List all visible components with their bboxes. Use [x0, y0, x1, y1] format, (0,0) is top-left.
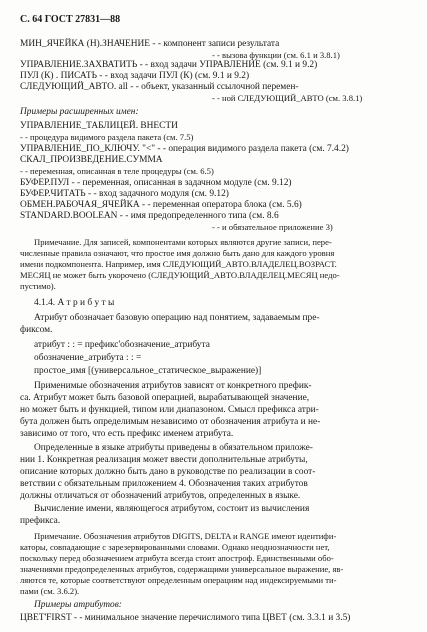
- text-line: ОБМЕН.РАБОЧАЯ_ЯЧЕЙКА - - переменная оператора блока (см. 5.6): [20, 200, 302, 210]
- text-line: атрибут : : = префикс'обозначение_атрибута: [34, 340, 210, 350]
- text-line: БУФЕР.ЧИТАТЬ - - вход задачного модуля (см. 9.12): [20, 189, 229, 199]
- text-line: префикса.: [20, 516, 61, 526]
- text-line: Примеры расширенных имен:: [20, 107, 139, 117]
- text-line: МЕСЯЦ не может быть укорочено (СЛЕДУЮЩИЙ_АВТО.ВЛАДЕЛЕЦ.МЕСЯЦ недо-: [20, 270, 340, 280]
- text-line: должны отличаться от обозначений атрибутов, определенных в языке.: [20, 491, 301, 501]
- text-line: УПРАВЛЕНИЕ.ЗАХВАТИТЬ - - вход задачи УПРАВЛЕНИЕ (см. 9.1 и 9.2): [20, 60, 318, 70]
- text-line: - - переменная, описанная в теле процедуры (см. 6.5): [20, 166, 214, 176]
- text-line: Примечание. Обозначения атрибутов DIGITS, DELTA и RANGE имеют идентифи-: [34, 531, 337, 541]
- text-line: описание которых должно быть дано в руководстве по реализации в соот-: [20, 467, 316, 477]
- text-line: Примеры атрибутов:: [34, 600, 122, 610]
- text-line: STANDARD.BOOLEAN - - имя предопределенного типа (см. 8.6: [20, 211, 279, 221]
- text-line: ветствии с обязательным приложением 4. Обозначения таких атрибутов: [20, 479, 308, 489]
- text-line: СКАЛ_ПРОИЗВЕДЕНИЕ.СУММА: [20, 155, 163, 165]
- text-line: Атрибут обозначает базовую операцию над понятием, задаваемым пре-: [34, 313, 320, 323]
- text-line: численные правила означают, что простое имя должно быть дано для каждого уровня: [20, 248, 335, 258]
- text-line: поскольку перед обозначением атрибута всегда стоит апостроф. Единственными обо-: [20, 553, 334, 563]
- text-line: бута должен быть определимым независимо от обозначения атрибута и не-: [20, 417, 321, 427]
- text-line: обозначение_атрибута : : =: [34, 353, 142, 363]
- text-line: - - процедура видимого раздела пакета (см. 7.5): [20, 132, 194, 142]
- text-line: ЦВЕТ'FIRST - - минимальное значение перечислимого типа ЦВЕТ (см. 3.3.1 и 3.5): [20, 613, 351, 623]
- text-line: УПРАВЛЕНИЕ_ПО_КЛЮЧУ. "<" - - операция видимого раздела пакета (см. 7.4.2): [20, 144, 349, 154]
- text-line: простое_имя [(универсальное_статическое_выражение)]: [34, 366, 262, 376]
- text-line: каторы, совпадающие с зарезервированными словами. Однако неоднозначности нет,: [20, 542, 330, 552]
- text-line: СЛЕДУЮЩИЙ_АВТО. all - - объект, указанный ссылочной перемен-: [20, 82, 299, 92]
- text-line: пами (см. 3.6.2).: [20, 586, 80, 596]
- text-line: но может быть и функцией, типом или диапазоном. Смысл префикса атри-: [20, 405, 319, 415]
- text-line: са. Атрибут может быть базовой операцией, вырабатывающей значение,: [20, 393, 310, 403]
- text-line: имени подкомпонента. Например, имя СЛЕДУЮЩИЙ_АВТО.ВЛАДЕЛЕЦ.ВОЗРАСТ.: [20, 259, 337, 269]
- text-line: ПУЛ (К) . ПИСАТЬ - - вход задачи ПУЛ (К) (см. 9.1 и 9.2): [20, 71, 250, 81]
- text-line: нии 1. Конкретная реализация может ввести дополнительные атрибуты,: [20, 455, 308, 465]
- text-line: БУФЕР.ПУЛ - - переменная, описанная в задачном модуле (см. 9.12): [20, 178, 292, 188]
- text-line: МИН_ЯЧЕЙКА (Н).ЗНАЧЕНИЕ - - компонент записи результата: [20, 39, 280, 49]
- text-line: 4.1.4. А т р и б у т ы: [34, 298, 115, 308]
- text-line: - - и обязательное приложение 3): [212, 222, 333, 232]
- text-line: УПРАВЛЕНИЕ_ТАБЛИЦЕЙ. ВНЕСТИ: [20, 121, 178, 131]
- text-line: - - ной СЛЕДУЮЩИЙ_АВТО (см. 3.8.1): [212, 93, 363, 103]
- text-line: Применимые обозначения атрибутов зависят от конкретного префик-: [34, 381, 312, 391]
- text-line: Вычисление имени, являющегося атрибутом, состоит из вычисления: [34, 504, 310, 514]
- text-line: фиксом.: [20, 325, 53, 335]
- text-line: значениями предопределенных атрибутов, содержащими универсальное выражение, яв-: [20, 564, 344, 574]
- text-line: Примечание. Для записей, компонентами которых являются другие записи, пере-: [34, 237, 332, 247]
- text-line: зависимо от того, что есть префикс именем атрибута.: [20, 429, 234, 439]
- text-line: пустимо).: [20, 281, 56, 291]
- text-line: Определенные в языке атрибуты приведены в обязательном приложе-: [34, 443, 313, 453]
- page-header: С. 64 ГОСТ 27831—88: [20, 14, 121, 25]
- text-line: ляются те, которые соответствуют определенным операциям над индексируемыми ти-: [20, 575, 337, 585]
- text-line: - - вызова функции (см. 6.1 и 3.8.1): [212, 50, 340, 60]
